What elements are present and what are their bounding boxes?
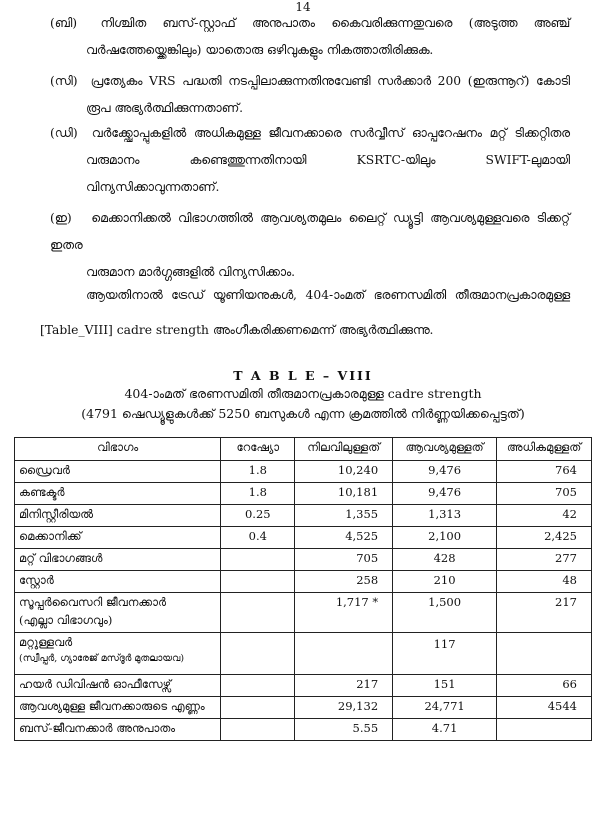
cell-ratio: 0.25	[221, 505, 295, 527]
table-row	[15, 483, 592, 505]
paragraph-e	[50, 205, 570, 286]
table-row	[15, 505, 592, 527]
cell-current: 10,181	[295, 483, 393, 505]
cell-current: 10,240	[295, 461, 393, 483]
table-title: T A B L E – VIII	[233, 368, 373, 383]
paragraph-line: വർക്ക്ഷോപ്പുകളിൽ അധികമുള്ള ജീവനക്കാരെ സർവ്വീസ് ഓപ്പറേഷനം മറ്റ് ടിക്കറ്റിതര	[91, 126, 570, 140]
table-row	[15, 633, 592, 675]
category-label: സ്റ്റോർ	[19, 573, 54, 587]
cell-ratio: 1.8	[221, 483, 295, 505]
conclusion	[40, 282, 570, 344]
cell-ratio	[221, 593, 295, 633]
conclusion-line: ആയതിനാൽ ട്രേഡ് യൂണിയനുകൾ, 404-ാംമത് ഭരണസമിതി തീരുമാനപ്രകാരമുള്ള	[86, 288, 570, 302]
paragraph-line: മെക്കാനിക്കൽ വിഭാഗത്തിൽ ആവശ്യതമുലം ലൈറ്റ് ഡ്യൂട്ടി ആവശ്യമുള്ളവരെ ടിക്കറ്റ് ഇതര	[50, 211, 570, 252]
table-row	[15, 549, 592, 571]
paragraph-line: വർഷത്തേയ്ക്കെങ്കിലും) യാതൊരു ഒഴിവുകളും നികത്താതിരിക്കുക.	[86, 43, 434, 57]
category-note: (എല്ലാ വിഭാഗവും)	[19, 613, 113, 627]
cell-current: 258	[295, 571, 393, 593]
cell-excess: 277	[497, 549, 592, 571]
cell-excess	[497, 633, 592, 675]
cell-category	[15, 571, 221, 593]
category-label: മിനിസ്റ്റീരിയൽ	[19, 507, 94, 521]
cell-excess: 48	[497, 571, 592, 593]
paragraph-line: വരുമാനം കണ്ടെത്തുന്നതിനായി KSRTC-യിലും SWIFT-ലുമായി	[86, 153, 570, 167]
cell-ratio	[221, 697, 295, 719]
table-row	[15, 719, 592, 741]
table-subtitle: 404-ാംമത് ഭരണസമിതി തീരുമാനപ്രകാരമുള്ള cadre strength	[124, 386, 482, 401]
cell-current: 29,132	[295, 697, 393, 719]
cell-required: 2,100	[393, 527, 497, 549]
cell-category	[15, 697, 221, 719]
table-subtitle-note: (4791 ഷെഡ്യൂളുകൾക്ക് 5250 ബസുകൾ എന്ന ക്രമത്തിൽ നിർണ്ണയിക്കപ്പെട്ടത്)	[81, 406, 525, 421]
cell-excess: 66	[497, 675, 592, 697]
table-row	[15, 571, 592, 593]
table-row	[15, 697, 592, 719]
cell-required: 117	[393, 633, 497, 675]
category-label: ആവശ്യമുള്ള ജീവനക്കാരുടെ എണ്ണം	[19, 699, 205, 713]
paragraph-line: വിന്യസിക്കാവുന്നതാണ്.	[86, 180, 220, 194]
cell-current: 217	[295, 675, 393, 697]
paragraph-c	[50, 68, 570, 122]
cell-ratio: 1.8	[221, 461, 295, 483]
category-label: മെക്കാനിക്ക്	[19, 529, 82, 543]
cell-current: 5.55	[295, 719, 393, 741]
paragraph-label: (ബി)	[50, 16, 78, 30]
cell-excess: 764	[497, 461, 592, 483]
cell-required: 24,771	[393, 697, 497, 719]
cell-excess: 705	[497, 483, 592, 505]
category-note: (സ്വീപ്പർ, ഗ്യാരേജ് മസ്ദൂർ മുതലായവ)	[19, 653, 185, 664]
cell-ratio	[221, 549, 295, 571]
page-number: 14	[295, 0, 311, 14]
cell-current: 1,355	[295, 505, 393, 527]
cell-category	[15, 483, 221, 505]
category-label: ബസ്-ജീവനക്കാർ അനുപാതം	[19, 721, 176, 735]
paragraph-line: നിശ്ചിത ബസ്-സ്റ്റാഫ് അനുപാതം കൈവരിക്കുന്നതുവരെ (അടുത്ത അഞ്ച്	[100, 16, 570, 30]
cell-required: 4.71	[393, 719, 497, 741]
cell-ratio	[221, 675, 295, 697]
cell-category	[15, 461, 221, 483]
header-category: വിഭാഗം	[15, 438, 221, 461]
cell-category	[15, 505, 221, 527]
conclusion-line: [Table_VIII] cadre strength അംഗീകരിക്കണമെന്ന് അഭ്യർത്ഥിക്കുന്നു.	[40, 323, 434, 337]
cadre-strength-table	[14, 437, 592, 741]
paragraph-line: വരുമാന മാർഗ്ഗങ്ങളിൽ വിന്യസിക്കാം.	[86, 265, 296, 279]
cell-ratio	[221, 571, 295, 593]
table-row	[15, 461, 592, 483]
cell-ratio	[221, 633, 295, 675]
header-required: ആവശ്യമുള്ളത്	[393, 438, 497, 461]
category-label: മറ്റ് വിഭാഗങ്ങൾ	[19, 551, 103, 565]
cell-excess	[497, 719, 592, 741]
cell-category	[15, 719, 221, 741]
cell-category	[15, 593, 221, 633]
cell-category	[15, 549, 221, 571]
paragraph-b	[50, 10, 570, 64]
cell-required: 9,476	[393, 461, 497, 483]
cell-ratio	[221, 719, 295, 741]
category-label: ഹയർ ഡിവിഷൻ ഓഫീസേഴ്സ്	[19, 677, 172, 691]
cell-current: 705	[295, 549, 393, 571]
header-current: നിലവിലുള്ളത്	[295, 438, 393, 461]
paragraph-line: പ്രത്യേകം VRS പദ്ധതി നടപ്പിലാക്കുന്നതിനുവേണ്ടി സർക്കാർ 200 (ഇരുന്നൂറ്) കോടി	[90, 74, 570, 88]
cell-required: 1,500	[393, 593, 497, 633]
cell-category	[15, 527, 221, 549]
cell-current: 4,525	[295, 527, 393, 549]
category-label: മറ്റുള്ളവർ	[19, 635, 73, 649]
category-label: ഡ്രൈവർ	[19, 463, 70, 477]
table-row	[15, 527, 592, 549]
cell-category	[15, 633, 221, 675]
header-excess: അധികമുള്ളത്	[497, 438, 592, 461]
category-label: കണ്ടക്ടർ	[19, 485, 65, 499]
cell-current	[295, 633, 393, 675]
cell-excess: 217	[497, 593, 592, 633]
paragraph-line: രൂപ അഭ്യർത്ഥിക്കുന്നതാണ്.	[86, 101, 243, 115]
cell-required: 151	[393, 675, 497, 697]
table-row	[15, 593, 592, 633]
table-header-row	[15, 438, 592, 461]
cell-required: 1,313	[393, 505, 497, 527]
cell-required: 9,476	[393, 483, 497, 505]
cell-required: 210	[393, 571, 497, 593]
cell-excess: 2,425	[497, 527, 592, 549]
paragraph-label: (ഇ)	[50, 211, 72, 225]
cell-ratio: 0.4	[221, 527, 295, 549]
cell-required: 428	[393, 549, 497, 571]
header-ratio: റേഷ്യോ	[221, 438, 295, 461]
cell-category	[15, 675, 221, 697]
paragraph-label: (ഡി)	[50, 126, 78, 140]
paragraph-d	[50, 120, 570, 201]
category-label: സൂപ്പർവൈസറി ജീവനക്കാർ	[19, 595, 166, 609]
cell-excess: 42	[497, 505, 592, 527]
paragraph-label: (സി)	[50, 74, 78, 88]
cell-current: 1,717 *	[295, 593, 393, 633]
cell-excess: 4544	[497, 697, 592, 719]
table-row	[15, 675, 592, 697]
